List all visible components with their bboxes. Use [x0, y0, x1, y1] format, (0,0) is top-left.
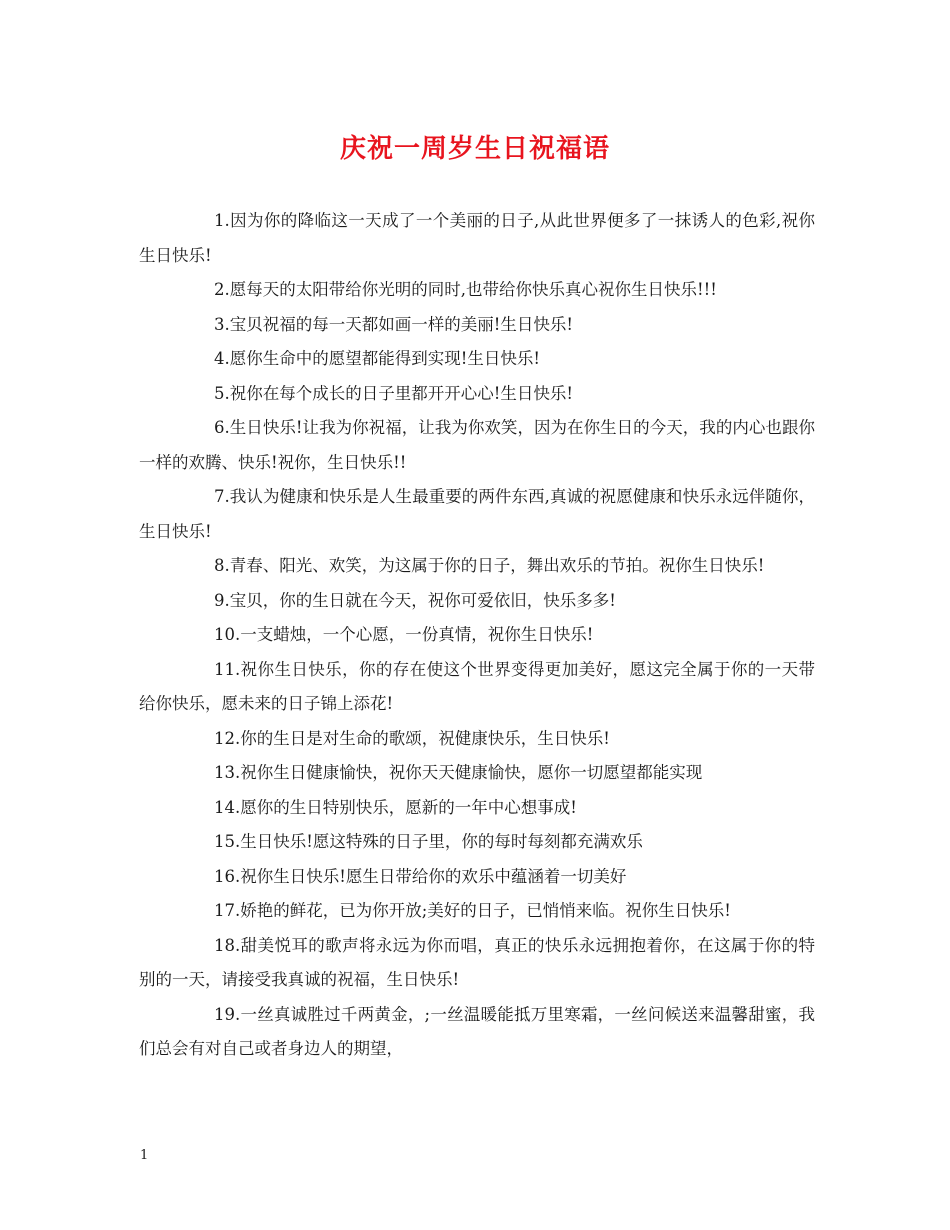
paragraph-14: 14.愿你的生日特别快乐，愿新的一年中心想事成! — [214, 797, 577, 817]
paragraph-15: 15.生日快乐!愿这特殊的日子里，你的每时每刻都充满欢乐 — [214, 832, 643, 851]
paragraph-2: 2.愿每天的太阳带给你光明的同时,也带给你快乐真心祝你生日快乐!!! — [214, 280, 717, 299]
paragraph-5: 5.祝你在每个成长的日子里都开开心心!生日快乐! — [214, 383, 574, 403]
paragraph-12: 12.你的生日是对生命的歌颂，祝健康快乐，生日快乐! — [214, 728, 610, 748]
paragraph-11: 11.祝你生日快乐，你的存在使这个世界变得更加美好，愿这完全属于你的一天带给你快乐，愿未来的日子锦上添花! — [139, 659, 815, 713]
paragraph-10: 10.一支蜡烛，一个心愿，一份真情，祝你生日快乐! — [214, 625, 594, 644]
paragraph-19: 19.一丝真诚胜过千两黄金，;一丝温暖能抵万里寒霜，一丝问候送来温馨甜蜜，我们总会有对自己或者身边人的期望， — [139, 1004, 815, 1058]
document-body — [139, 204, 815, 1067]
paragraph-7: 7.我认为健康和快乐是人生最重要的两件东西,真诚的祝愿健康和快乐永远伴随你，生日快乐! — [139, 487, 815, 541]
paragraph-18: 18.甜美悦耳的歌声将永远为你而唱，真正的快乐永远拥抱着你，在这属于你的特别的一天，请接受我真诚的祝福，生日快乐! — [139, 935, 815, 989]
paragraph-4: 4.愿你生命中的愿望都能得到实现!生日快乐! — [214, 349, 541, 368]
paragraph-1: 1.因为你的降临这一天成了一个美丽的日子,从此世界便多了一抹诱人的色彩,祝你生日快乐! — [139, 211, 815, 265]
paragraph-6: 6.生日快乐!让我为你祝福，让我为你欢笑，因为在你生日的今天，我的内心也跟你一样的欢腾、快乐!祝你，生日快乐!! — [139, 418, 815, 472]
page-number: 1 — [140, 1148, 149, 1163]
document-title: 庆祝一周岁生日祝福语 — [339, 134, 610, 164]
paragraph-13: 13.祝你生日健康愉快，祝你天天健康愉快，愿你一切愿望都能实现 — [214, 763, 703, 782]
paragraph-8: 8.青春、阳光、欢笑，为这属于你的日子，舞出欢乐的节拍。祝你生日快乐! — [214, 556, 765, 575]
paragraph-16: 16.祝你生日快乐!愿生日带给你的欢乐中蕴涵着一切美好 — [214, 866, 627, 886]
paragraph-9: 9.宝贝，你的生日就在今天，祝你可爱依旧，快乐多多! — [214, 590, 616, 610]
paragraph-17: 17.娇艳的鲜花，已为你开放;美好的日子，已悄悄来临。祝你生日快乐! — [214, 901, 731, 920]
paragraph-3: 3.宝贝祝福的每一天都如画一样的美丽!生日快乐! — [214, 314, 574, 334]
